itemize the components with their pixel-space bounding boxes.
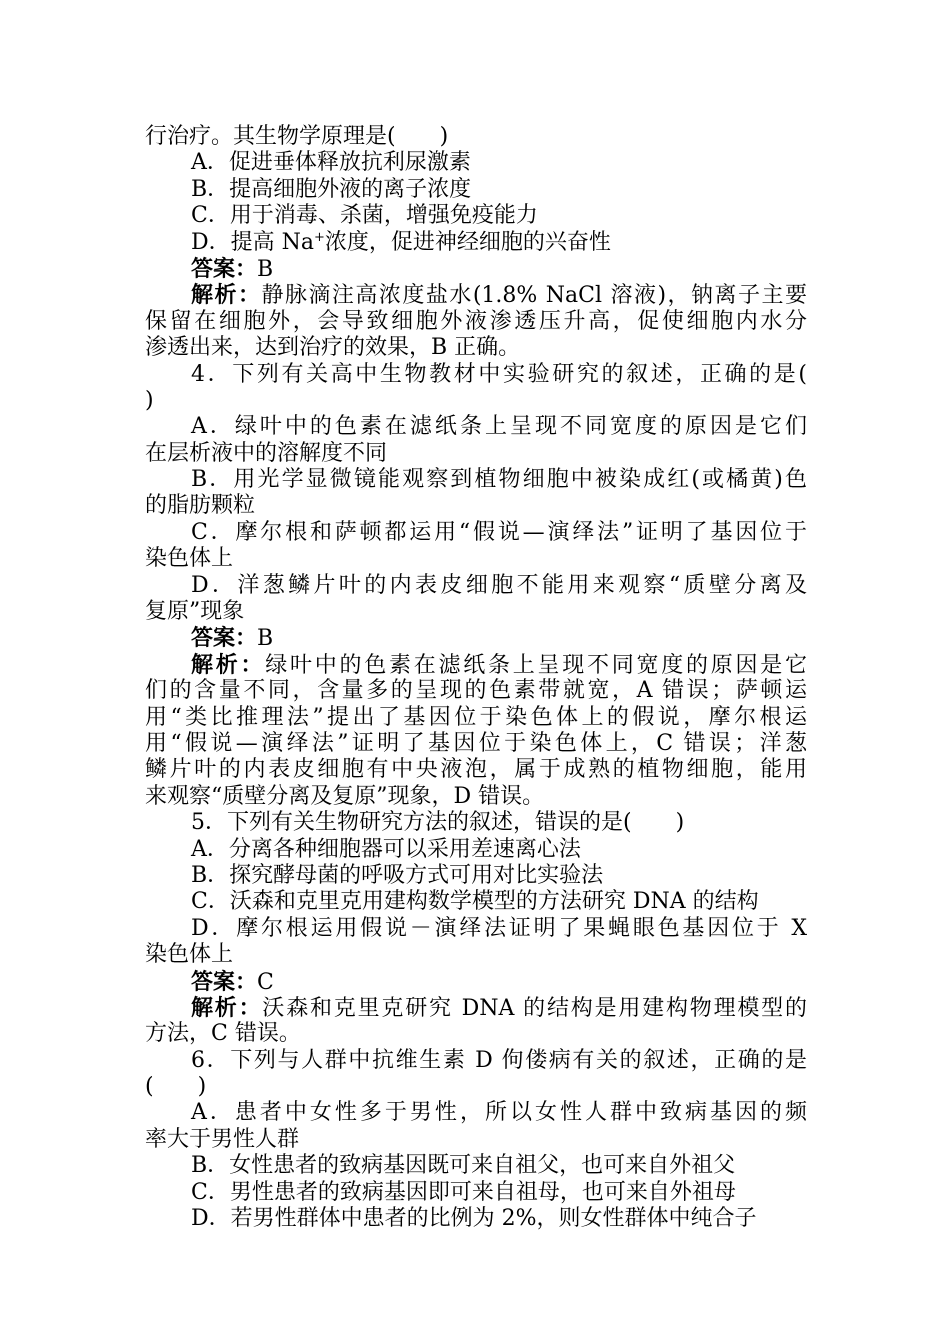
- q4-analysis-text-1: 绿叶中的色素在滤纸条上呈现不同宽度的原因是它: [265, 652, 807, 678]
- q3-analysis-line-2: 保留在细胞外，会导致细胞外液渗透压升高，促使细胞内水分: [145, 308, 807, 334]
- q4-analysis-line-3: 用“类比推理法”提出了基因位于染色体上的假说，摩尔根运: [145, 704, 807, 730]
- q4-option-c-line-2: 染色体上: [145, 546, 234, 572]
- q4-answer-label: 答案：: [191, 625, 258, 652]
- q6-stem-line-2: ( ): [145, 1074, 207, 1100]
- q5-analysis-text-1: 沃森和克里克研究 DNA 的结构是用建构物理模型的: [262, 995, 807, 1021]
- q4-option-a-line-2: 在层析液中的溶解度不同: [145, 440, 388, 466]
- document-body: [145, 124, 807, 1232]
- q3-analysis-line-1: [145, 282, 807, 308]
- q3-option-a: A．促进垂体释放抗利尿激素: [191, 150, 471, 176]
- q3-option-d-post: 浓度，促进神经细胞的兴奋性: [324, 229, 611, 255]
- q3-option-d-sup: +: [314, 229, 325, 245]
- q4-option-c-line-1: C．摩尔根和萨顿都运用“假说—演绎法”证明了基因位于: [191, 519, 807, 545]
- q5-option-a: A．分离各种细胞器可以采用差速离心法: [191, 836, 581, 862]
- q4-option-d-line-2: 复原”现象: [145, 599, 245, 625]
- q5-option-d-line-1: D．摩尔根运用假说－演绎法证明了果蝇眼色基因位于 X: [191, 915, 807, 941]
- q4-analysis-line-2: 们的含量不同，含量多的呈现的色素带就宽，A 错误；萨顿运: [145, 678, 807, 704]
- q3-analysis-text-1: 静脉滴注高浓度盐水(1.8% NaCl 溶液)，钠离子主要: [261, 283, 807, 309]
- q3-option-b: B．提高细胞外液的离子浓度: [191, 176, 472, 202]
- q3-analysis-line-3: 渗透出来，达到治疗的效果，B 正确。: [145, 335, 521, 361]
- q3-answer-label: 答案：: [191, 255, 258, 282]
- q4-stem-line-1: 4．下列有关高中生物教材中实验研究的叙述，正确的是(: [191, 361, 807, 387]
- q4-answer-value: B: [257, 626, 274, 652]
- q6-option-b: B．女性患者的致病基因既可来自祖父，也可来自外祖父: [191, 1153, 736, 1179]
- q4-stem-line-2: ): [145, 387, 154, 413]
- q4-option-a-line-1: A．绿叶中的色素在滤纸条上呈现不同宽度的原因是它们: [191, 414, 807, 440]
- q4-analysis-line-1: [145, 652, 807, 678]
- q5-option-d-line-2: 染色体上: [145, 942, 234, 968]
- q4-option-b-line-1: B．用光学显微镜能观察到植物细胞中被染成红(或橘黄)色: [191, 467, 807, 493]
- q5-option-c: C．沃森和克里克用建构数学模型的方法研究 DNA 的结构: [191, 889, 759, 915]
- q5-answer-label: 答案：: [191, 968, 258, 995]
- q5-answer-value: C: [257, 969, 274, 995]
- q6-stem-line-1: 6．下列与人群中抗维生素 D 佝偻病有关的叙述，正确的是: [191, 1047, 807, 1073]
- q4-analysis-line-5: 鳞片叶的内表皮细胞有中央液泡，属于成熟的植物细胞，能用: [145, 757, 807, 783]
- q3-analysis-label: 解析：: [191, 282, 262, 309]
- q4-analysis-line-4: 用“假说—演绎法”证明了基因位于染色体上，C 错误；洋葱: [145, 730, 807, 756]
- q5-analysis-label: 解析：: [191, 994, 263, 1021]
- q4-analysis-line-6: 来观察“质壁分离及复原”现象，D 错误。: [145, 783, 545, 809]
- q4-option-d-line-1: D．洋葱鳞片叶的内表皮细胞不能用来观察“质壁分离及: [191, 572, 807, 598]
- q4-option-b-line-2: 的脂肪颗粒: [145, 493, 256, 519]
- q3-answer: [145, 256, 807, 282]
- q3-answer-value: B: [257, 256, 274, 282]
- q3-option-d: [145, 230, 807, 256]
- q6-option-a-line-2: 率大于男性人群: [145, 1126, 300, 1152]
- q5-analysis-line-1: [145, 995, 807, 1021]
- q3-stem-tail: 行治疗。其生物学原理是( ): [145, 124, 449, 149]
- q5-stem: 5．下列有关生物研究方法的叙述，错误的是( ): [191, 810, 685, 836]
- q5-answer: [145, 969, 807, 995]
- q6-option-d: D．若男性群体中患者的比例为 2%，则女性群体中纯合子: [191, 1206, 757, 1232]
- q4-analysis-label: 解析：: [191, 651, 266, 678]
- q5-analysis-line-2: 方法，C 错误。: [145, 1021, 301, 1047]
- q3-option-c: C．用于消毒、杀菌，增强免疫能力: [191, 203, 538, 229]
- q3-option-d-pre: D．提高 Na: [191, 229, 314, 255]
- q4-answer: [145, 625, 807, 651]
- q6-option-a-line-1: A．患者中女性多于男性，所以女性人群中致病基因的频: [191, 1100, 807, 1126]
- q6-option-c: C．男性患者的致病基因即可来自祖母，也可来自外祖母: [191, 1179, 736, 1205]
- q5-option-b: B．探究酵母菌的呼吸方式可用对比实验法: [191, 862, 604, 888]
